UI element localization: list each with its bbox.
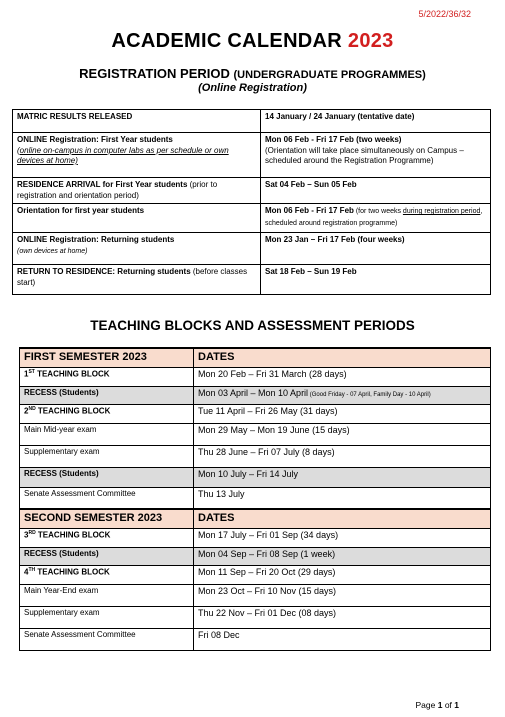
title-main: ACADEMIC CALENDAR bbox=[111, 30, 343, 52]
table-row bbox=[20, 584, 491, 606]
block-date: Tue 11 April – Fri 26 May (31 days) bbox=[194, 405, 491, 424]
block-date: Mon 10 July – Fri 14 July bbox=[194, 467, 491, 487]
table-row bbox=[13, 204, 491, 233]
block-label: Main Mid-year exam bbox=[20, 423, 194, 445]
semester-header-row bbox=[20, 348, 491, 368]
table-row bbox=[20, 566, 491, 585]
table-row bbox=[20, 487, 491, 509]
page-number: Page 1 of 1 bbox=[415, 700, 459, 710]
table-row bbox=[20, 405, 491, 424]
table-row bbox=[20, 467, 491, 487]
semester-header: SECOND SEMESTER 2023 bbox=[20, 509, 194, 529]
reg-date-cell: Mon 23 Jan – Fri 17 Feb (four weeks) bbox=[261, 233, 491, 265]
reg-label-cell: ONLINE Registration: First Year students (online on-campus in computer labs as per schedule or own devices at home) bbox=[13, 133, 261, 178]
table-row bbox=[20, 445, 491, 467]
block-date: Mon 23 Oct – Fri 10 Nov (15 days) bbox=[194, 584, 491, 606]
reg-label-cell: MATRIC RESULTS RELEASED bbox=[13, 110, 261, 133]
block-label: Senate Assessment Committee bbox=[20, 487, 194, 509]
reg-date-cell: Mon 06 Feb - Fri 17 Feb (two weeks) (Orientation will take place simultaneously on Campus – scheduled around the Registration Programme) bbox=[261, 133, 491, 178]
reg-date-cell: Sat 18 Feb – Sun 19 Feb bbox=[261, 265, 491, 295]
reg-date-cell: 14 January / 24 January (tentative date) bbox=[261, 110, 491, 133]
registration-heading-main: REGISTRATION PERIOD bbox=[79, 66, 230, 81]
page-title bbox=[0, 30, 505, 53]
block-date: Thu 13 July bbox=[194, 487, 491, 509]
block-label: 1ST TEACHING BLOCK bbox=[20, 368, 194, 387]
block-label: Supplementary exam bbox=[20, 445, 194, 467]
block-label: Senate Assessment Committee bbox=[20, 628, 194, 650]
dates-header: DATES bbox=[194, 348, 491, 368]
block-label: Main Year-End exam bbox=[20, 584, 194, 606]
table-row bbox=[13, 178, 491, 204]
reg-label-cell: RESIDENCE ARRIVAL for First Year students (prior to registration and orientation period) bbox=[13, 178, 261, 204]
block-date: Thu 22 Nov – Fri 01 Dec (08 days) bbox=[194, 606, 491, 628]
block-date: Mon 17 July – Fri 01 Sep (34 days) bbox=[194, 529, 491, 548]
block-label: Supplementary exam bbox=[20, 606, 194, 628]
block-label: 3RD TEACHING BLOCK bbox=[20, 529, 194, 548]
table-row bbox=[20, 628, 491, 650]
table-row bbox=[20, 547, 491, 566]
block-date: Fri 08 Dec bbox=[194, 628, 491, 650]
semester-header-row bbox=[20, 509, 491, 529]
block-date: Mon 20 Feb – Fri 31 March (28 days) bbox=[194, 368, 491, 387]
table-row bbox=[20, 368, 491, 387]
table-row bbox=[20, 386, 491, 405]
teaching-table bbox=[19, 347, 491, 651]
table-row bbox=[20, 529, 491, 548]
registration-mode: (Online Registration) bbox=[198, 82, 307, 94]
reg-date-cell: Mon 06 Feb - Fri 17 Feb (for two weeks during registration period, scheduled around registration programme) bbox=[261, 204, 491, 233]
document-reference: 5/2022/36/32 bbox=[418, 9, 471, 19]
block-date: Mon 11 Sep – Fri 20 Oct (29 days) bbox=[194, 566, 491, 585]
table-row bbox=[13, 265, 491, 295]
block-date: Thu 28 June – Fri 07 July (8 days) bbox=[194, 445, 491, 467]
table-row bbox=[20, 423, 491, 445]
block-date: Mon 04 Sep – Fri 08 Sep (1 week) bbox=[194, 547, 491, 566]
reg-label-cell: RETURN TO RESIDENCE: Returning students (before classes start) bbox=[13, 265, 261, 295]
table-row bbox=[13, 133, 491, 178]
registration-table bbox=[12, 109, 491, 295]
reg-date-cell: Sat 04 Feb – Sun 05 Feb bbox=[261, 178, 491, 204]
dates-header: DATES bbox=[194, 509, 491, 529]
reg-label-cell: Orientation for first year students bbox=[13, 204, 261, 233]
table-row bbox=[13, 110, 491, 133]
title-year: 2023 bbox=[347, 30, 394, 52]
reg-label-cell: ONLINE Registration: Returning students (own devices at home) bbox=[13, 233, 261, 265]
registration-heading-paren: (UNDERGRADUATE PROGRAMMES) bbox=[233, 69, 426, 81]
semester-header: FIRST SEMESTER 2023 bbox=[20, 348, 194, 368]
block-label: RECESS (Students) bbox=[20, 467, 194, 487]
registration-heading bbox=[0, 66, 505, 81]
block-label: RECESS (Students) bbox=[20, 547, 194, 566]
block-label: RECESS (Students) bbox=[20, 386, 194, 405]
block-date: Mon 03 April – Mon 10 April (Good Friday - 07 April, Family Day - 10 April) bbox=[194, 386, 491, 405]
block-label: 2ND TEACHING BLOCK bbox=[20, 405, 194, 424]
table-row bbox=[20, 606, 491, 628]
block-label: 4TH TEACHING BLOCK bbox=[20, 566, 194, 585]
table-row bbox=[13, 233, 491, 265]
block-date: Mon 29 May – Mon 19 June (15 days) bbox=[194, 423, 491, 445]
teaching-heading: TEACHING BLOCKS AND ASSESSMENT PERIODS bbox=[90, 318, 415, 333]
